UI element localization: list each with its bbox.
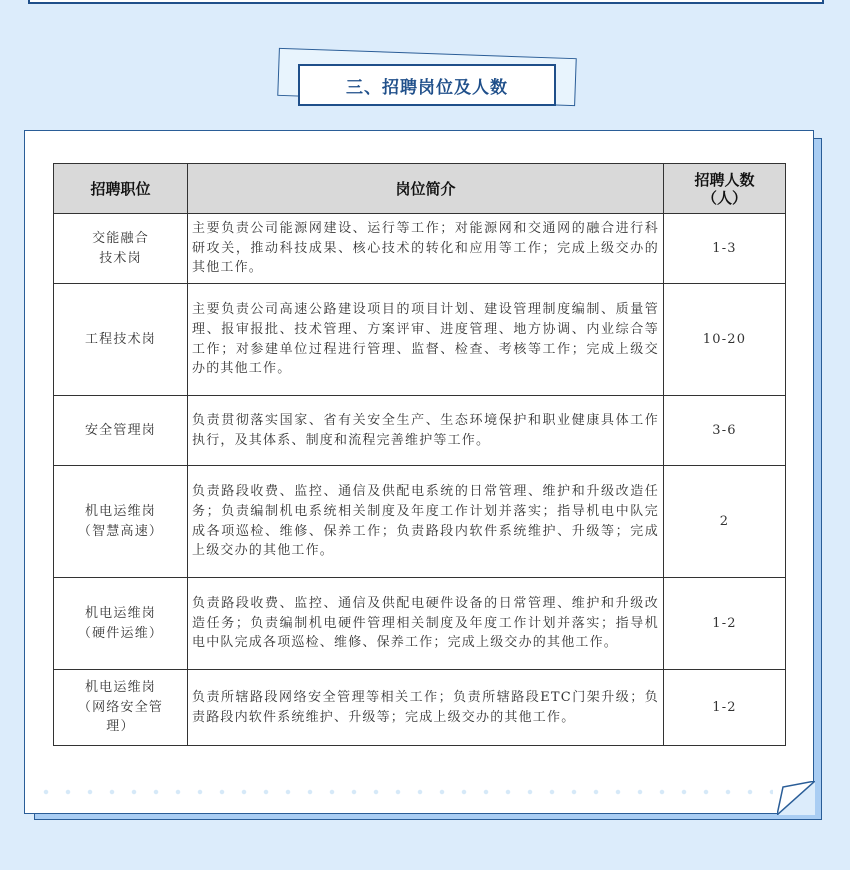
header-position: 招聘职位: [54, 164, 188, 214]
description-cell: 负责路段收费、监控、通信及供配电系统的日常管理、维护和升级改造任务；负责编制机电系统相关制度及年度工作计划并落实；指导机电中队完成各项巡检、维修、保养工作；负责路段内软件系统维护、升级等；完成上级交办的其他工作。: [188, 466, 664, 578]
table-row: [54, 466, 786, 578]
page-fold-icon: [777, 781, 815, 815]
table-header-row: [54, 164, 786, 214]
table-row: [54, 396, 786, 466]
table-row: [54, 214, 786, 284]
position-cell: 机电运维岗 （网络安全管 理）: [54, 670, 188, 746]
table-row: [54, 670, 786, 746]
count-cell: 1-2: [664, 578, 786, 670]
count-cell: 2: [664, 466, 786, 578]
count-cell: 3-6: [664, 396, 786, 466]
description-cell: 负责路段收费、监控、通信及供配电硬件设备的日常管理、维护和升级改造任务；负责编制机电硬件管理相关制度及年度工作计划并落实；指导机电中队完成各项巡检、维修、保养工作；完成上级交办的其他工作。: [188, 578, 664, 670]
recruitment-table: [53, 163, 786, 746]
position-cell: 机电运维岗 （智慧高速）: [54, 466, 188, 578]
position-cell: 安全管理岗: [54, 396, 188, 466]
table-row: [54, 284, 786, 396]
description-cell: 主要负责公司能源网建设、运行等工作；对能源网和交通网的融合进行科研攻关，推动科技成果、核心技术的转化和应用等工作；完成上级交办的其他工作。: [188, 214, 664, 284]
header-count: 招聘人数 （人）: [664, 164, 786, 214]
recruitment-card: [24, 130, 814, 814]
description-cell: 负责所辖路段网络安全管理等相关工作；负责所辖路段ETC门架升级；负责路段内软件系统维护、升级等；完成上级交办的其他工作。: [188, 670, 664, 746]
count-cell: 1-2: [664, 670, 786, 746]
section-title: 三、招聘岗位及人数: [298, 64, 556, 106]
position-cell: 交能融合 技术岗: [54, 214, 188, 284]
position-cell: 机电运维岗 （硬件运维）: [54, 578, 188, 670]
header-description: 岗位简介: [188, 164, 664, 214]
count-cell: 1-3: [664, 214, 786, 284]
table-row: [54, 578, 786, 670]
count-cell: 10-20: [664, 284, 786, 396]
description-cell: 主要负责公司高速公路建设项目的项目计划、建设管理制度编制、质量管理、报审报批、技术管理、方案评审、进度管理、地方协调、内业综合等工作；对参建单位过程进行管理、监督、检查、考核等工作；完成上级交办的其他工作。: [188, 284, 664, 396]
dotted-divider: [35, 787, 773, 797]
top-panel: [28, 0, 824, 4]
position-cell: 工程技术岗: [54, 284, 188, 396]
description-cell: 负责贯彻落实国家、省有关安全生产、生态环境保护和职业健康具体工作执行，及其体系、制度和流程完善维护等工作。: [188, 396, 664, 466]
